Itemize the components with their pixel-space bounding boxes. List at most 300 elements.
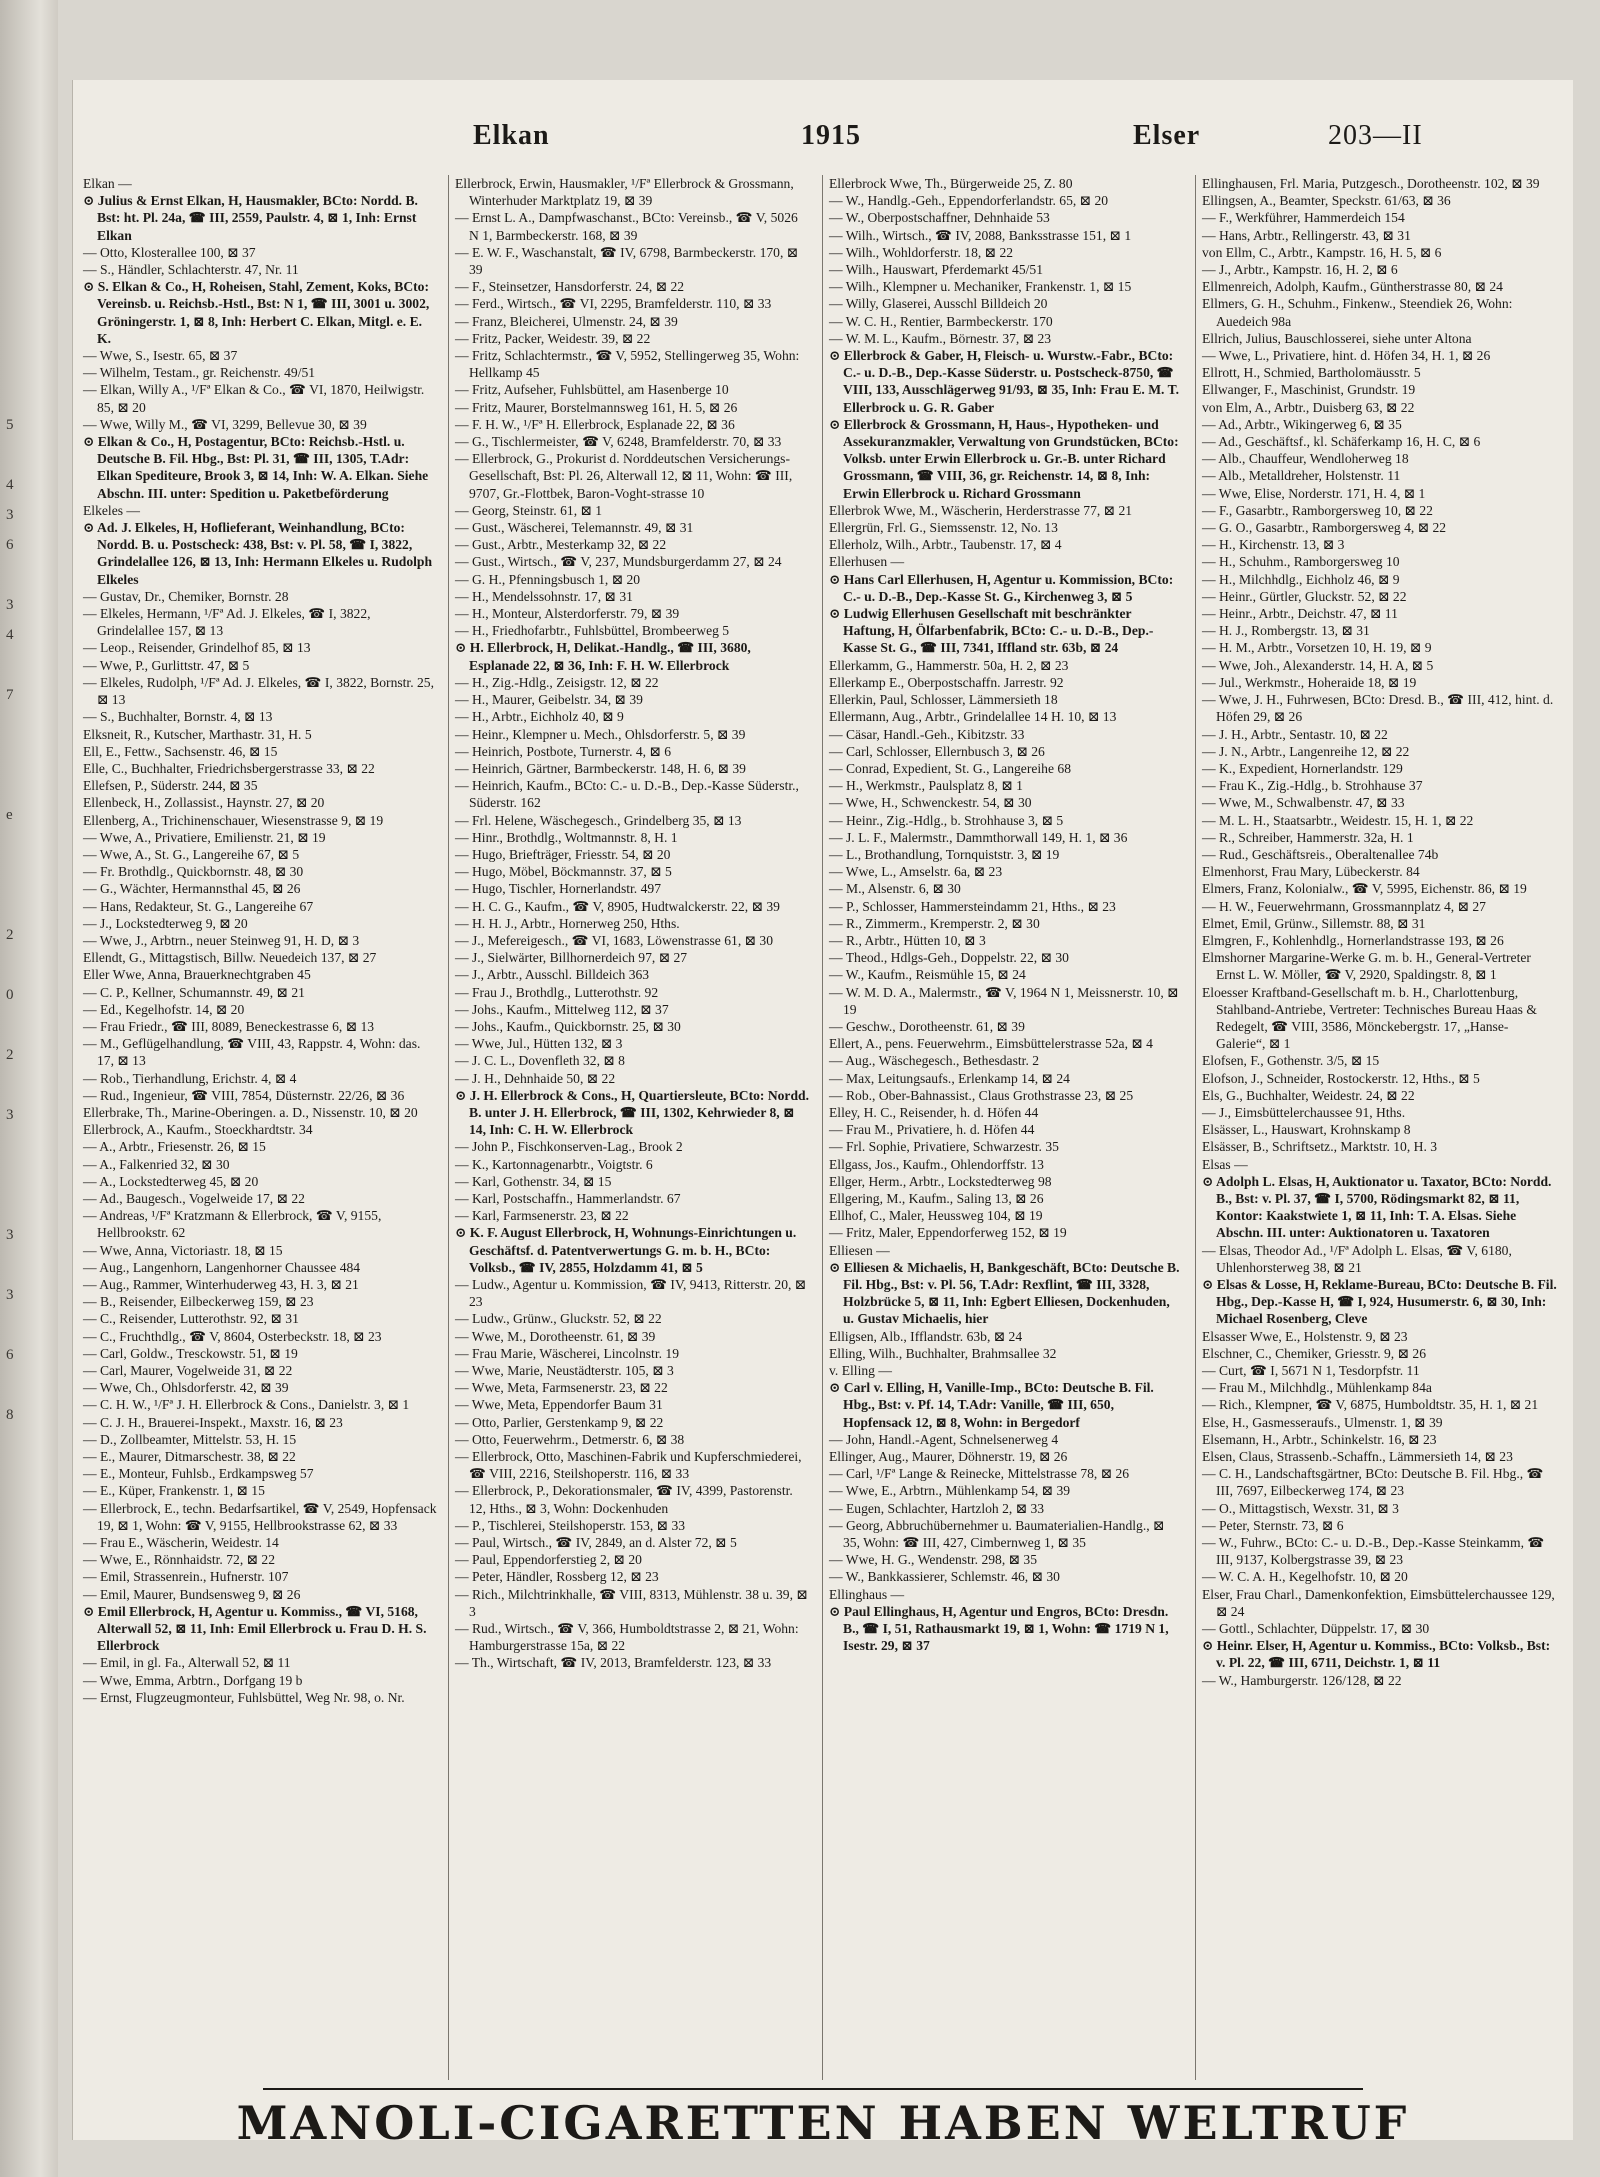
binding-fragment (6, 740, 46, 770)
directory-entry: — Carl, Schlosser, Ellernbusch 3, ⊠ 26 (829, 743, 1045, 759)
directory-entry: Elksneit, R., Kutscher, Marthastr. 31, H. 5 (83, 726, 312, 742)
directory-entry: — Alb., Metalldreher, Holstenstr. 11 (1202, 468, 1401, 484)
directory-entry: — H., Friedhofarbtr., Fuhlsbüttel, Brombeerweg 5 (455, 623, 730, 639)
directory-entry: — Wilh., Wirtsch., ☎ IV, 2088, Banksstrasse 151, ⊠ 1 (829, 227, 1132, 243)
directory-entry: — Wwe, Emma, Arbtrn., Dorfgang 19 b (83, 1672, 303, 1688)
binding-fragment (6, 380, 46, 410)
directory-entry: — C., Reisender, Lutterothstr. 92, ⊠ 31 (83, 1311, 299, 1327)
directory-entry: — H., Mendelssohnstr. 17, ⊠ 31 (455, 588, 633, 604)
directory-entry: — Willy, Glaserei, Ausschl Billdeich 20 (829, 296, 1048, 312)
directory-entry: — M., Alsenstr. 6, ⊠ 30 (829, 881, 961, 897)
directory-entry: — H., Werkmstr., Paulsplatz 8, ⊠ 1 (829, 778, 1023, 794)
directory-entry: — Rud., Ingenieur, ☎ VIII, 7854, Düsternstr. 22/26, ⊠ 36 (83, 1087, 405, 1103)
directory-entry: Ellinger, Aug., Maurer, Döhnerstr. 19, ⊠ 26 (829, 1449, 1068, 1465)
directory-entry: Ellgering, M., Kaufm., Saling 13, ⊠ 26 (829, 1190, 1044, 1206)
directory-entry: — J., Mefereigesch., ☎ VI, 1683, Löwenstrasse 61, ⊠ 30 (455, 932, 774, 948)
directory-entry: — R., Zimmerm., Kremperstr. 2, ⊠ 30 (829, 915, 1040, 931)
directory-entry: — Fr. Brothdlg., Quickbornstr. 48, ⊠ 30 (83, 864, 304, 880)
directory-entry: — Wwe, S., Isestr. 65, ⊠ 37 (83, 348, 238, 364)
directory-entry: — H., Monteur, Alsterdorferstr. 79, ⊠ 39 (455, 606, 680, 622)
directory-entry: Ellergrün, Frl. G., Siemssenstr. 12, No. 13 (829, 520, 1058, 536)
directory-entry: — Fritz, Maurer, Borstelmannsweg 161, H. 5, ⊠ 26 (455, 399, 738, 415)
directory-entry: — J., Sielwärter, Billhornerdeich 97, ⊠ 27 (455, 950, 688, 966)
directory-entry: — Paul, Wirtsch., ☎ IV, 2849, an d. Alster 72, ⊠ 5 (455, 1535, 737, 1551)
directory-entry: Elliesen — (829, 1242, 890, 1258)
directory-entry: — Geschw., Dorotheenstr. 61, ⊠ 39 (829, 1018, 1025, 1034)
directory-entry: — O., Mittagstisch, Wexstr. 31, ⊠ 3 (1202, 1500, 1399, 1516)
directory-entry: — Wilhelm, Testam., gr. Reichenstr. 49/51 (83, 365, 316, 381)
directory-entry: — Frau Marie, Wäscherei, Lincolnstr. 19 (455, 1345, 679, 1361)
directory-entry: — W. C. H., Rentier, Barmbeckerstr. 170 (829, 313, 1053, 329)
directory-entry: Ellerkin, Paul, Schlosser, Lämmersieth 18 (829, 692, 1058, 708)
binding-fragment: 2 (6, 927, 14, 943)
directory-entry: — Wwe, Joh., Alexanderstr. 14, H. A, ⊠ 5 (1202, 657, 1434, 673)
directory-entry: — Hugo, Möbel, Böckmannstr. 37, ⊠ 5 (455, 864, 672, 880)
directory-entry: — Wwe, M., Schwalbenstr. 47, ⊠ 33 (1202, 795, 1405, 811)
binding-fragment: e (6, 807, 13, 823)
directory-entry: — Th., Wirtschaft, ☎ IV, 2013, Bramfelderstr. 123, ⊠ 33 (455, 1655, 772, 1671)
directory-entry: — Peter, Sternstr. 73, ⊠ 6 (1202, 1517, 1344, 1533)
directory-entry: — Paul, Eppendorferstieg 2, ⊠ 20 (455, 1552, 642, 1568)
directory-entry: — Wwe, Marie, Neustädterstr. 105, ⊠ 3 (455, 1363, 674, 1379)
directory-entry: — Ed., Kegelhofstr. 14, ⊠ 20 (83, 1001, 245, 1017)
directory-entry: — H. J., Rombergstr. 13, ⊠ 31 (1202, 623, 1370, 639)
directory-entry: — Ad., Baugesch., Vogelweide 17, ⊠ 22 (83, 1190, 305, 1206)
directory-entry: — C. J. H., Brauerei-Inspekt., Maxstr. 16, ⊠ 23 (83, 1414, 343, 1430)
directory-entry: — Wwe, M., Dorotheenstr. 61, ⊠ 39 (455, 1328, 656, 1344)
directory-entry: — Wwe, E., Rönnhaidstr. 72, ⊠ 22 (83, 1552, 275, 1568)
directory-entry: — W., Oberpostschaffner, Dehnhaide 53 (829, 210, 1050, 226)
directory-entry: — W. M. D. A., Malermstr., ☎ V, 1964 N 1, Meissnerstr. 10, ⊠ 19 (829, 984, 1179, 1017)
directory-entry: — H., Arbtr., Eichholz 40, ⊠ 9 (455, 709, 624, 725)
directory-entry: — Elsas, Theodor Ad., ¹/Fª Adolph L. Elsas, ☎ V, 6180, Uhlenhorsterweg 38, ⊠ 21 (1202, 1242, 1512, 1275)
directory-entry: — Ernst L. A., Dampfwaschanst., BCto: Vereinsb., ☎ V, 5026 N 1, Barmbeckerstr. 168, ⊠ 39 (455, 210, 798, 243)
directory-page (72, 80, 1573, 2150)
directory-entry: — Ludw., Grünw., Gluckstr. 52, ⊠ 22 (455, 1311, 662, 1327)
directory-entry: Elle, C., Buchhalter, Friedrichsbergerstrasse 33, ⊠ 22 (83, 760, 375, 776)
directory-entry: — Rich., Milchtrinkhalle, ☎ VIII, 8313, Mühlenstr. 38 u. 39, ⊠ 3 (455, 1586, 808, 1619)
directory-entry: — J., Eimsbüttelerchaussee 91, Hths. (1202, 1104, 1406, 1120)
directory-entry: — Heinr., Zig.-Hdlg., b. Strohhause 3, ⊠ 5 (829, 812, 1064, 828)
directory-entry: Ellger, Herm., Arbtr., Lockstedterweg 98 (829, 1173, 1052, 1189)
directory-entry: — Hinr., Brothdlg., Woltmannstr. 8, H. 1 (455, 829, 678, 845)
directory-entry: — Elkeles, Rudolph, ¹/Fª Ad. J. Elkeles, ☎ I, 3822, Bornstr. 25, ⊠ 13 (83, 674, 435, 708)
directory-entry: Ellerbrock, A., Kaufm., Stoeckhardtstr. 34 (83, 1122, 313, 1138)
directory-entry: — Wwe, Ch., Ohlsdorferstr. 42, ⊠ 39 (83, 1380, 289, 1396)
directory-entry: — M. L. H., Staatsarbtr., Weidestr. 15, H. 1, ⊠ 22 (1202, 812, 1474, 828)
directory-entry: Elsasser Wwe, E., Holstenstr. 9, ⊠ 23 (1202, 1328, 1408, 1344)
binding-fragment (6, 1250, 46, 1280)
directory-entry: — J. N., Arbtr., Langenreihe 12, ⊠ 22 (1202, 743, 1410, 759)
binding-fragment: 6 (6, 1347, 14, 1363)
directory-entry: — Hans, Arbtr., Rellingerstr. 43, ⊠ 31 (1202, 227, 1411, 243)
directory-entry: — Ellerbrock, P., Dekorationsmaler, ☎ IV, 4399, Pastorenstr. 12, Hths., ⊠ 3, Wohn: Dockenhuden (455, 1483, 793, 1516)
directory-entry: — W., Bankkassierer, Schlemstr. 46, ⊠ 30 (829, 1569, 1060, 1585)
directory-entry: — Georg, Steinstr. 61, ⊠ 1 (455, 502, 603, 518)
binding-fragment: 2 (6, 1047, 14, 1063)
directory-entry: — Wwe, Meta, Farmsenerstr. 23, ⊠ 22 (455, 1380, 668, 1396)
directory-entry: — J. L. F., Malermstr., Dammthorwall 149, H. 1, ⊠ 36 (829, 829, 1128, 845)
directory-entry: — Ellerbrock, E., techn. Bedarfsartikel, ☎ V, 2549, Hopfensack 19, ⊠ 1, Wohn: ☎ V, 9155, Hellbrookstrasse 62, ⊠ 33 (83, 1500, 437, 1533)
binding-fragment: 3 (6, 1107, 14, 1123)
directory-entry: Ellerholz, Wilh., Arbtr., Taubenstr. 17, ⊠ 4 (829, 537, 1062, 553)
directory-entry: — Curt, ☎ I, 5671 N 1, Tesdorpfstr. 11 (1202, 1363, 1420, 1379)
page-number: 203—II (1328, 120, 1423, 151)
directory-entry: ⊙ Elkan & Co., H, Postagentur, BCto: Reichsb.-Hstl. u. Deutsche B. Fil. Hbg., Bst: Pl. 31, ☎ III, 1305, T.Adr: Elkan Spediteure, Brook 3, ⊠ 14, Inh: W. A. Elkan. Siehe Abschn. III. unter: Spedition u. Paketbeförderung (83, 434, 429, 501)
directory-entry: — Otto, Feuerwehrm., Detmerstr. 6, ⊠ 38 (455, 1431, 685, 1447)
directory-entry: — Carl, Maurer, Vogelweide 31, ⊠ 22 (83, 1363, 293, 1379)
directory-entry: — J., Arbtr., Ausschl. Billdeich 363 (455, 967, 650, 983)
directory-entry: — Carl, Goldw., Tresckowstr. 51, ⊠ 19 (83, 1345, 298, 1361)
binding-fragment (6, 560, 46, 590)
header-year: 1915 (801, 120, 861, 151)
directory-entry: — Heinr., Gürtler, Gluckstr. 52, ⊠ 22 (1202, 588, 1407, 604)
directory-entry: — Gust., Wäscherei, Telemannstr. 49, ⊠ 31 (455, 520, 694, 536)
directory-entry: — Emil, Strassenrein., Hufnerstr. 107 (83, 1569, 289, 1585)
directory-entry: — Ludw., Agentur u. Kommission, ☎ IV, 9413, Ritterstr. 20, ⊠ 23 (455, 1277, 807, 1310)
binding-fragment (6, 950, 46, 980)
directory-entry: — Frau K., Zig.-Hdlg., b. Strohhause 37 (1202, 778, 1423, 794)
directory-entry: — Fritz, Schlachtermstr., ☎ V, 5952, Stellingerweg 35, Wohn: Hellkamp 45 (455, 348, 800, 381)
directory-entry: Elmgren, F., Kohlenhdlg., Hornerlandstrasse 193, ⊠ 26 (1202, 932, 1504, 948)
directory-entry: Elofsen, F., Gothenstr. 3/5, ⊠ 15 (1202, 1053, 1380, 1069)
column-4 (1195, 175, 1557, 2080)
binding-fragment: 3 (6, 1287, 14, 1303)
directory-entry: — Fritz, Aufseher, Fuhlsbüttel, am Hasenberge 10 (455, 382, 729, 398)
directory-entry: — E., Küper, Frankenstr. 1, ⊠ 15 (83, 1483, 265, 1499)
directory-entry: Ellenbeck, H., Zollassist., Haynstr. 27, ⊠ 20 (83, 795, 325, 811)
directory-entry: — Alb., Chauffeur, Wendloherweg 18 (1202, 451, 1409, 467)
directory-entry: Ellhof, C., Maler, Heussweg 104, ⊠ 19 (829, 1208, 1043, 1224)
directory-entry: — F. H. W., ¹/Fª H. Ellerbrock, Esplanade 22, ⊠ 36 (455, 416, 735, 432)
directory-entry: — Rob., Ober-Bahnassist., Claus Grothstrasse 23, ⊠ 25 (829, 1087, 1134, 1103)
directory-entry: Ellinghaus — (829, 1586, 905, 1602)
column-2 (448, 175, 810, 2080)
directory-entry: — Conrad, Expedient, St. G., Langereihe 68 (829, 760, 1071, 776)
directory-entry: — Wwe, H. G., Wendenstr. 298, ⊠ 35 (829, 1552, 1038, 1568)
directory-entry: — Emil, Maurer, Bundsensweg 9, ⊠ 26 (83, 1586, 301, 1602)
directory-entry: — F., Gasarbtr., Ramborgersweg 10, ⊠ 22 (1202, 502, 1433, 518)
directory-entry: — Frau E., Wäscherin, Weidestr. 14 (83, 1535, 279, 1551)
directory-entry: — A., Falkenried 32, ⊠ 30 (83, 1156, 230, 1172)
directory-entry: — Hugo, Tischler, Hornerlandstr. 497 (455, 881, 661, 897)
directory-entry: — P., Tischlerei, Steilshoperstr. 153, ⊠ 33 (455, 1517, 686, 1533)
binding-fragment: 3 (6, 507, 14, 523)
directory-entry: — H., Maurer, Geibelstr. 34, ⊠ 39 (455, 692, 643, 708)
directory-entry: Elmet, Emil, Grünw., Sillemstr. 88, ⊠ 31 (1202, 915, 1426, 931)
directory-entry: ⊙ Elsas & Losse, H, Reklame-Bureau, BCto: Deutsche B. Fil. Hbg., Dep.-Kasse H, ☎ I, 924, Husumerstr. 6, ⊠ 30, Inh: Michael Rosenberg, Cleve (1202, 1277, 1557, 1327)
directory-entry: — H., Zig.-Hdlg., Zeisigstr. 12, ⊠ 22 (455, 674, 659, 690)
directory-entry: — M., Geflügelhandlung, ☎ VIII, 43, Rappstr. 4, Wohn: das. 17, ⊠ 13 (83, 1036, 421, 1069)
directory-entry: — E., Maurer, Ditmarschestr. 38, ⊠ 22 (83, 1449, 296, 1465)
directory-entry: — H., Kirchenstr. 13, ⊠ 3 (1202, 537, 1345, 553)
directory-entry: Ellingsen, A., Beamter, Speckstr. 61/63, ⊠ 36 (1202, 193, 1451, 209)
footer-rule (263, 2088, 1363, 2090)
directory-entry: — Ellerbrock, Otto, Maschinen-Fabrik und Kupferschmiederei, ☎ VIII, 2216, Steilshoperstr. 116, ⊠ 33 (455, 1449, 802, 1482)
directory-entry: — Frau Friedr., ☎ III, 8089, Beneckestrasse 6, ⊠ 13 (83, 1018, 375, 1034)
directory-entry: — E. W. F., Waschanstalt, ☎ IV, 6798, Barmbeckerstr. 170, ⊠ 39 (455, 244, 799, 278)
directory-entry: ⊙ Hans Carl Ellerhusen, H, Agentur u. Kommission, BCto: C.- u. D.-B., Dep.-Kasse St. G., Kirchenweg 3, ⊠ 5 (829, 571, 1174, 604)
directory-entry: Elschner, C., Chemiker, Griesstr. 9, ⊠ 26 (1202, 1345, 1426, 1361)
directory-entry: Ellwanger, F., Maschinist, Grundstr. 19 (1202, 382, 1416, 398)
directory-entry: — W., Kaufm., Reismühle 15, ⊠ 24 (829, 967, 1026, 983)
directory-entry: — H. W., Feuerwehrmann, Grossmannplatz 4, ⊠ 27 (1202, 898, 1486, 914)
directory-entry: Elligsen, Alb., Ifflandstr. 63b, ⊠ 24 (829, 1328, 1023, 1344)
directory-entry: Elling, Wilh., Buchhalter, Brahmsallee 32 (829, 1345, 1057, 1361)
directory-entry: Ellerkamp E., Oberpostschaffn. Jarrestr. 92 (829, 674, 1064, 690)
directory-entry: — K., Kartonnagenarbtr., Voigtstr. 6 (455, 1156, 653, 1172)
directory-entry: Els, G., Buchhalter, Weidestr. 24, ⊠ 22 (1202, 1087, 1415, 1103)
directory-entry: Elkeles — (83, 502, 141, 518)
binding-fragment (6, 860, 46, 890)
directory-entry: — Jul., Werkmstr., Hoheraide 18, ⊠ 19 (1202, 674, 1417, 690)
directory-entry: — Gustav, Dr., Chemiker, Bornstr. 28 (83, 588, 289, 604)
directory-entry: ⊙ Elliesen & Michaelis, H, Bankgeschäft, BCto: Deutsche B. Fil. Hbg., Bst: v. Pl. 56, T.Adr: Rexflint, ☎ III, 3328, Holzbrücke 5, ⊠ 11, Inh: Egbert Elliesen, Dockenhuden, u. Gustav Michaelis, hier (829, 1259, 1180, 1327)
directory-entry: — Frau M., Privatiere, h. d. Höfen 44 (829, 1122, 1035, 1138)
directory-entry: — L., Brothandlung, Tornquiststr. 3, ⊠ 19 (829, 846, 1060, 862)
directory-entry: — Wwe, P., Gurlittstr. 47, ⊠ 5 (83, 657, 250, 673)
directory-entry: — Eugen, Schlachter, Hartzloh 2, ⊠ 33 (829, 1500, 1045, 1516)
directory-entry: — B., Reisender, Eilbeckerweg 159, ⊠ 23 (83, 1294, 314, 1310)
binding-fragment: 3 (6, 1227, 14, 1243)
directory-entry: — J. H., Arbtr., Sentastr. 10, ⊠ 22 (1202, 726, 1388, 742)
directory-entry: — W. M. L., Kaufm., Börnestr. 37, ⊠ 23 (829, 330, 1052, 346)
directory-entry: ⊙ Julius & Ernst Elkan, H, Hausmakler, BCto: Nordd. B. Bst: ht. Pl. 24a, ☎ III, 2559, Paulstr. 4, ⊠ 1, Inh: Ernst Elkan (83, 193, 418, 243)
directory-entry: — Rob., Tierhandlung, Erichstr. 4, ⊠ 4 (83, 1070, 297, 1086)
binding-fragment: 0 (6, 987, 14, 1003)
directory-entry: — Wwe, J., Arbtrn., neuer Steinweg 91, H. D, ⊠ 3 (83, 932, 360, 948)
header-last-entry: Elser (1133, 120, 1201, 151)
directory-entry: — A., Lockstedterweg 45, ⊠ 20 (83, 1173, 259, 1189)
directory-entry: — R., Arbtr., Hütten 10, ⊠ 3 (829, 932, 986, 948)
book-binding (0, 0, 58, 2177)
directory-entry: Ellgass, Jos., Kaufm., Ohlendorffstr. 13 (829, 1156, 1044, 1172)
directory-entry: — Wwe, E., Arbtrn., Mühlenkamp 54, ⊠ 39 (829, 1483, 1071, 1499)
directory-entry: — Heinr., Arbtr., Deichstr. 47, ⊠ 11 (1202, 606, 1398, 622)
directory-entry: Eloesser Kraftband-Gesellschaft m. b. H., Charlottenburg, Stahlband-Antriebe, Vertreter: Technisches Bureau Haas & Redegelt, ☎ VIII, 3586, Mönckebergstr. 17, „Hanse-Galerie“, ⊠ 1 (1202, 984, 1537, 1052)
directory-entry: Ellinghausen, Frl. Maria, Putzgesch., Dorotheenstr. 102, ⊠ 39 (1202, 176, 1540, 191)
binding-fragment (6, 1130, 46, 1160)
directory-entry: ⊙ Ad. J. Elkeles, H, Hoflieferant, Weinhandlung, BCto: Nordd. B. u. Postscheck: 438, Bst: v. Pl. 58, ☎ I, 3822, Grindelallee 126, ⊠ 13, Inh: Hermann Elkeles u. Rudolph Elkeles (83, 520, 433, 587)
directory-entry: — Rud., Geschäftsreis., Oberaltenallee 74b (1202, 846, 1439, 862)
directory-entry: — A., Arbtr., Friesenstr. 26, ⊠ 15 (83, 1139, 266, 1155)
binding-fragment (6, 1190, 46, 1220)
directory-entry: — Karl, Gothenstr. 34, ⊠ 15 (455, 1173, 612, 1189)
directory-entry: — Ad., Geschäftsf., kl. Schäferkamp 16, H. C, ⊠ 6 (1202, 434, 1481, 450)
directory-entry: — C., Fruchthdlg., ☎ V, 8604, Osterbeckstr. 18, ⊠ 23 (83, 1328, 382, 1344)
directory-entry: — Carl, ¹/Fª Lange & Reinecke, Mittelstrasse 78, ⊠ 26 (829, 1466, 1130, 1482)
binding-fragment (6, 710, 46, 740)
directory-entry: Elser, Frau Charl., Damenkonfektion, Eimsbüttelerchaussee 129, ⊠ 24 (1202, 1586, 1555, 1619)
directory-entry: — Wwe, Anna, Victoriastr. 18, ⊠ 15 (83, 1242, 283, 1258)
binding-fragment: 4 (6, 627, 14, 643)
page-header (73, 120, 1573, 160)
directory-entry: Ell, E., Fettw., Sachsenstr. 46, ⊠ 15 (83, 743, 278, 759)
directory-entry: Ellmers, G. H., Schuhm., Finkenw., Steendiek 26, Wohn: Auedeich 98a (1202, 296, 1513, 329)
directory-entry: — Leop., Reisender, Grindelhof 85, ⊠ 13 (83, 640, 311, 656)
directory-entry: Elsen, Claus, Strassenb.-Schaffn., Lämmersieth 14, ⊠ 23 (1202, 1449, 1513, 1465)
directory-entry: — D., Zollbeamter, Mittelstr. 53, H. 15 (83, 1431, 297, 1447)
directory-entry: — G. O., Gasarbtr., Ramborgersweg 4, ⊠ 22 (1202, 520, 1447, 536)
directory-entry: ⊙ Adolph L. Elsas, H, Auktionator u. Taxator, BCto: Nordd. B., Bst: v. Pl. 37, ☎ I, 5700, Rödingsmarkt 82, ⊠ 11, Kontor: Kaakstwiete 1, ⊠ 11, Inh: T. A. Elsas. Siehe Abschn. III. unter: Auktionatoren u. Taxatoren (1202, 1173, 1552, 1241)
directory-entry: — H. C. G., Kaufm., ☎ V, 8905, Hudtwalckerstr. 22, ⊠ 39 (455, 898, 780, 914)
advertisement-footer: MANOLI-CIGARETTEN HABEN WELTRUF (236, 2096, 1410, 2150)
directory-entry: — S., Buchhalter, Bornstr. 4, ⊠ 13 (83, 709, 273, 725)
binding-fragment (6, 1160, 46, 1190)
directory-entry: Ellerbrock, Erwin, Hausmakler, ¹/Fª Ellerbrock & Grossmann, Winterhuder Marktplatz 19, ⊠ 39 (455, 176, 794, 209)
directory-entry: ⊙ K. F. August Ellerbrock, H, Wohnungs-Einrichtungen u. Geschäftsf. d. Patentverwertungs G. m. b. H., BCto: Volksb., ☎ IV, 2855, Holzdamm 41, ⊠ 5 (455, 1225, 797, 1275)
directory-entry: Elsemann, H., Arbtr., Schinkelstr. 16, ⊠ 23 (1202, 1431, 1437, 1447)
directory-entry: Elofson, J., Schneider, Rostockerstr. 12, Hths., ⊠ 5 (1202, 1070, 1480, 1086)
directory-entry: ⊙ Emil Ellerbrock, H, Agentur u. Kommiss., ☎ VI, 5168, Alterwall 52, ⊠ 11, Inh: Emil Ellerbrock u. Frau D. H. S. Ellerbrock (83, 1603, 427, 1654)
directory-entry: Ellenberg, A., Trichinenschauer, Wiesenstrasse 9, ⊠ 19 (83, 812, 384, 828)
directory-entry: — Otto, Klosterallee 100, ⊠ 37 (83, 244, 256, 260)
directory-entry: — F., Steinsetzer, Hansdorferstr. 24, ⊠ 22 (455, 279, 685, 295)
binding-fragment (6, 1010, 46, 1040)
directory-entry: Elsässer, L., Hauswart, Krohnskamp 8 (1202, 1122, 1411, 1138)
directory-entry: Ellrott, H., Schmied, Bartholomäusstr. 5 (1202, 365, 1421, 381)
directory-entry: — Wwe, A., Privatiere, Emilienstr. 21, ⊠ 19 (83, 829, 326, 845)
directory-entry: — G. H., Pfenningsbusch 1, ⊠ 20 (455, 571, 641, 587)
binding-fragment: 6 (6, 537, 14, 553)
directory-entry: Ellrich, Julius, Bauschlosserei, siehe unter Altona (1202, 330, 1472, 346)
directory-entry: — Hans, Redakteur, St. G., Langereihe 67 (83, 898, 314, 914)
directory-entry: von Elm, A., Arbtr., Duisberg 63, ⊠ 22 (1202, 399, 1415, 415)
directory-entry: — J. H., Dehnhaide 50, ⊠ 22 (455, 1070, 616, 1086)
directory-entry: — Wwe, Elise, Norderstr. 171, H. 4, ⊠ 1 (1202, 485, 1426, 501)
directory-entry: — W., Fuhrw., BCto: C.- u. D.-B., Dep.-Kasse Steinkamm, ☎ III, 9137, Kolbergstrasse 39, ⊠ 23 (1202, 1535, 1545, 1568)
directory-entry: — Max, Leitungsaufs., Erlenkamp 14, ⊠ 24 (829, 1070, 1070, 1086)
directory-entry: — Wilh., Klempner u. Mechaniker, Frankenstr. 1, ⊠ 15 (829, 279, 1132, 295)
column-3 (822, 175, 1184, 2080)
directory-entry: — Frau M., Milchhdlg., Mühlenkamp 84a (1202, 1380, 1432, 1396)
directory-columns (81, 175, 1561, 2080)
directory-entry: Elmenhorst, Frau Mary, Lübeckerstr. 84 (1202, 864, 1420, 880)
directory-entry: Ellert, A., pens. Feuerwehrm., Eimsbüttelerstrasse 52a, ⊠ 4 (829, 1036, 1153, 1052)
directory-entry: ⊙ Ludwig Ellerhusen Gesellschaft mit beschränkter Haftung, H, Ölfarbenfabrik, BCto: C.- u. D.-B., Dep.-Kasse St. G., ☎ III, 7341, Iffland str. 63b, ⊠ 24 (829, 606, 1154, 656)
directory-entry: — Wwe, Willy M., ☎ VI, 3299, Bellevue 30, ⊠ 39 (83, 416, 367, 432)
directory-entry: — Johs., Kaufm., Mittelweg 112, ⊠ 37 (455, 1001, 669, 1017)
directory-entry: — Fritz, Maler, Eppendorferweg 152, ⊠ 19 (829, 1225, 1067, 1241)
directory-entry: — John P., Fischkonserven-Lag., Brook 2 (455, 1139, 683, 1155)
directory-entry: Ellefsen, P., Süderstr. 244, ⊠ 35 (83, 778, 258, 794)
directory-entry: — Ferd., Wirtsch., ☎ VI, 2295, Bramfelderstr. 110, ⊠ 33 (455, 296, 772, 312)
directory-entry: Ellermann, Aug., Arbtr., Grindelallee 14 H. 10, ⊠ 13 (829, 709, 1117, 725)
directory-entry: — G., Tischlermeister, ☎ V, 6248, Bramfelderstr. 70, ⊠ 33 (455, 434, 782, 450)
directory-entry: — Aug., Wäschegesch., Bethesdastr. 2 (829, 1053, 1040, 1069)
directory-entry: — Wwe, L., Privatiere, hint. d. Höfen 34, H. 1, ⊠ 26 (1202, 348, 1491, 364)
directory-entry: — Emil, in gl. Fa., Alterwall 52, ⊠ 11 (83, 1655, 291, 1671)
binding-fragment (6, 1370, 46, 1400)
directory-entry: — Ernst, Flugzeugmonteur, Fuhlsbüttel, Weg Nr. 98, o. Nr. (83, 1689, 405, 1705)
directory-entry: — Peter, Händler, Rossberg 12, ⊠ 23 (455, 1569, 659, 1585)
directory-entry: — C. H., Landschaftsgärtner, BCto: Deutsche B. Fil. Hbg., ☎ III, 7697, Eilbeckerweg 174, ⊠ 23 (1202, 1466, 1544, 1499)
directory-entry: — Wwe, Meta, Eppendorfer Baum 31 (455, 1397, 663, 1413)
directory-entry: — G., Wächter, Hermannsthal 45, ⊠ 26 (83, 881, 301, 897)
directory-entry: ⊙ J. H. Ellerbrock & Cons., H, Quartiersleute, BCto: Nordd. B. unter J. H. Ellerbrock, ☎ III, 1302, Kehrwieder 8, ⊠ 14, Inh: C. H. W. Ellerbrock (455, 1087, 809, 1138)
directory-entry: — Georg, Abbruchübernehmer u. Baumaterialien-Handlg., ⊠ 35, Wohn: ☎ III, 427, Cimbernweg 1, ⊠ 35 (829, 1517, 1165, 1551)
directory-entry: Ellerkamm, G., Hammerstr. 50a, H. 2, ⊠ 23 (829, 657, 1069, 673)
directory-entry: — Frau J., Brothdlg., Lutterothstr. 92 (455, 984, 659, 1000)
directory-entry: ⊙ S. Elkan & Co., H, Roheisen, Stahl, Zement, Koks, BCto: Vereinsb. u. Reichsb.-Hstl., Bst: N 1, ☎ III, 3001 u. 3002, Gröningerstr. 1, ⊠ 8, Inh: Herbert C. Elkan, Mitgl. e. E. K. (83, 279, 430, 346)
directory-entry: — Gottl., Schlachter, Düppelstr. 17, ⊠ 30 (1202, 1621, 1430, 1637)
directory-entry: Else, H., Gasmesseraufs., Ulmenstr. 1, ⊠ 39 (1202, 1414, 1443, 1430)
directory-entry: — H. M., Arbtr., Vorsetzen 10, H. 19, ⊠ 9 (1202, 640, 1432, 656)
binding-fragment (6, 770, 46, 800)
directory-entry: — C. P., Kellner, Schumannstr. 49, ⊠ 21 (83, 984, 305, 1000)
directory-entry: Ellendt, G., Mittagstisch, Billw. Neuedeich 137, ⊠ 27 (83, 950, 377, 966)
binding-fragments (6, 380, 46, 1430)
directory-entry: — R., Schreiber, Hammerstr. 32a, H. 1 (1202, 829, 1414, 845)
binding-fragment: 7 (6, 687, 14, 703)
directory-entry: — P., Schlosser, Hammersteindamm 21, Hths., ⊠ 23 (829, 898, 1116, 914)
directory-entry: Elmers, Franz, Kolonialw., ☎ V, 5995, Eichenstr. 86, ⊠ 19 (1202, 881, 1527, 897)
directory-entry: ⊙ Paul Ellinghaus, H, Agentur und Engros, BCto: Dresdn. B., ☎ I, 51, Rathausmarkt 19, ⊠ 1, Wohn: ☎ 1719 N 1, Isestr. 29, ⊠ 37 (829, 1603, 1169, 1654)
directory-entry: — Theod., Hdlgs-Geh., Doppelstr. 22, ⊠ 30 (829, 950, 1069, 966)
directory-entry: Elsässer, B., Schriftsetz., Marktstr. 10, H. 3 (1202, 1139, 1438, 1155)
directory-entry: ⊙ Ellerbrock & Grossmann, H, Haus-, Hypotheken- und Assekuranzmakler, Verwaltung von Grundstücken, BCto: Volksb. unter Erwin Ellerbrock u. Gr.-B. unter Richard Grossmann, ☎ VIII, 36, gr. Reichenstr. 14, ⊠ 8, Inh: Erwin Ellerbrock u. Richard Grossmann (829, 416, 1179, 501)
header-first-entry: Elkan (473, 120, 550, 151)
directory-entry: Ellerbrake, Th., Marine-Oberingen. a. D., Nissenstr. 10, ⊠ 20 (83, 1104, 418, 1120)
directory-entry: — Andreas, ¹/Fª Kratzmann & Ellerbrock, ☎ V, 9155, Hellbrookstr. 62 (83, 1208, 382, 1241)
directory-entry: — Fritz, Packer, Weidestr. 39, ⊠ 22 (455, 330, 651, 346)
directory-entry: Elley, H. C., Reisender, h. d. Höfen 44 (829, 1104, 1039, 1120)
directory-entry: — Wilh., Wohldorferstr. 18, ⊠ 22 (829, 244, 1014, 260)
binding-fragment: 8 (6, 1407, 14, 1423)
directory-entry: — H., Schuhm., Ramborgersweg 10 (1202, 554, 1400, 570)
binding-fragment (6, 440, 46, 470)
directory-entry: — Karl, Postschaffn., Hammerlandstr. 67 (455, 1190, 681, 1206)
directory-entry: — Ellerbrock, G., Prokurist d. Norddeutschen Versicherungs-Gesellschaft, Bst: Pl. 26, Alterwall 12, ⊠ 11, Wohn: ☎ III, 9707, Gr.-Flottbek, Baron-Voght-strasse 10 (455, 451, 793, 501)
directory-entry: — J. C. L., Dovenfleth 32, ⊠ 8 (455, 1053, 625, 1069)
directory-entry: — Ad., Arbtr., Wikingerweg 6, ⊠ 35 (1202, 416, 1402, 432)
directory-entry: — Wwe, Jul., Hütten 132, ⊠ 3 (455, 1036, 623, 1052)
directory-entry: — Cäsar, Handl.-Geh., Kibitzstr. 33 (829, 726, 1025, 742)
directory-entry: — S., Händler, Schlachterstr. 47, Nr. 11 (83, 262, 299, 278)
directory-entry: ⊙ Carl v. Elling, H, Vanille-Imp., BCto: Deutsche B. Fil. Hbg., Bst: v. Pf. 14, T.Adr: Vanille, ☎ III, 650, Hopfensack 12, ⊠ 8, Wohn: in Bergedorf (829, 1380, 1154, 1430)
directory-entry: — Aug., Rammer, Winterhuderweg 43, H. 3, ⊠ 21 (83, 1277, 359, 1292)
binding-fragment: 5 (6, 417, 14, 433)
directory-entry: — W., Hamburgerstr. 126/128, ⊠ 22 (1202, 1672, 1402, 1688)
directory-entry: — Heinr., Klempner u. Mech., Ohlsdorferstr. 5, ⊠ 39 (455, 726, 746, 742)
directory-entry: — Wilh., Hauswart, Pferdemarkt 45/51 (829, 262, 1044, 278)
directory-entry: von Ellm, C., Arbtr., Kampstr. 16, H. 5, ⊠ 6 (1202, 244, 1442, 260)
directory-entry: Ellmenreich, Adolph, Kaufm., Güntherstrasse 80, ⊠ 24 (1202, 279, 1503, 295)
directory-entry: — Heinrich, Postbote, Turnerstr. 4, ⊠ 6 (455, 743, 672, 759)
directory-entry: — Otto, Parlier, Gerstenkamp 9, ⊠ 22 (455, 1414, 664, 1430)
directory-entry: — Wwe, J. H., Fuhrwesen, BCto: Dresd. B., ☎ III, 412, hint. d. Höfen 29, ⊠ 26 (1202, 692, 1554, 725)
directory-entry: — Frl. Sophie, Privatiere, Schwarzestr. 35 (829, 1139, 1059, 1155)
binding-fragment: 4 (6, 477, 14, 493)
directory-entry: — Rich., Klempner, ☎ V, 6875, Humboldtstr. 35, H. 1, ⊠ 21 (1202, 1397, 1539, 1413)
directory-entry: — Gust., Wirtsch., ☎ V, 237, Mundsburgerdamm 27, ⊠ 24 (455, 554, 782, 570)
directory-entry: Ellerhusen — (829, 554, 905, 570)
directory-entry: — Aug., Langenhorn, Langenhorner Chaussee 484 (83, 1259, 361, 1275)
directory-entry: — W., Handlg.-Geh., Eppendorferlandstr. 65, ⊠ 20 (829, 193, 1109, 209)
directory-entry: ⊙ Heinr. Elser, H, Agentur u. Kommiss., BCto: Volksb., Bst: v. Pl. 22, ☎ III, 6711, Deichstr. 1, ⊠ 11 (1202, 1638, 1551, 1671)
directory-entry: Eller Wwe, Anna, Brauerknechtgraben 45 (83, 967, 311, 983)
directory-entry: — K., Expedient, Hornerlandstr. 129 (1202, 760, 1403, 776)
directory-entry: — C. H. W., ¹/Fª J. H. Ellerbrock & Cons., Danielstr. 3, ⊠ 1 (83, 1397, 410, 1413)
directory-entry: ⊙ Ellerbrock & Gaber, H, Fleisch- u. Wurstw.-Fabr., BCto: C.- u. D.-B., Dep.-Kasse Süderstr. u. Postscheck-8750, ☎ VIII, 133, Ausschlägerweg 91/93, ⊠ 35, Inh: Frau E. M. T. Ellerbrock u. G. R. Gaber (829, 348, 1180, 415)
directory-entry: — Gust., Arbtr., Mesterkamp 32, ⊠ 22 (455, 537, 667, 553)
directory-entry: — Heinrich, Gärtner, Barmbeckerstr. 148, H. 6, ⊠ 39 (455, 760, 746, 776)
directory-entry: v. Elling — (829, 1363, 892, 1379)
directory-entry: — H., Milchhdlg., Eichholz 46, ⊠ 9 (1202, 571, 1400, 587)
directory-entry: — Elkan, Willy A., ¹/Fª Elkan & Co., ☎ VI, 1870, Heilwigstr. 85, ⊠ 20 (83, 382, 425, 415)
directory-entry: — Karl, Farmsenerstr. 23, ⊠ 22 (455, 1208, 629, 1224)
directory-entry: — Rud., Wirtsch., ☎ V, 366, Humboldtstrasse 2, ⊠ 21, Wohn: Hamburgerstrasse 15a, ⊠ 22 (455, 1621, 799, 1654)
